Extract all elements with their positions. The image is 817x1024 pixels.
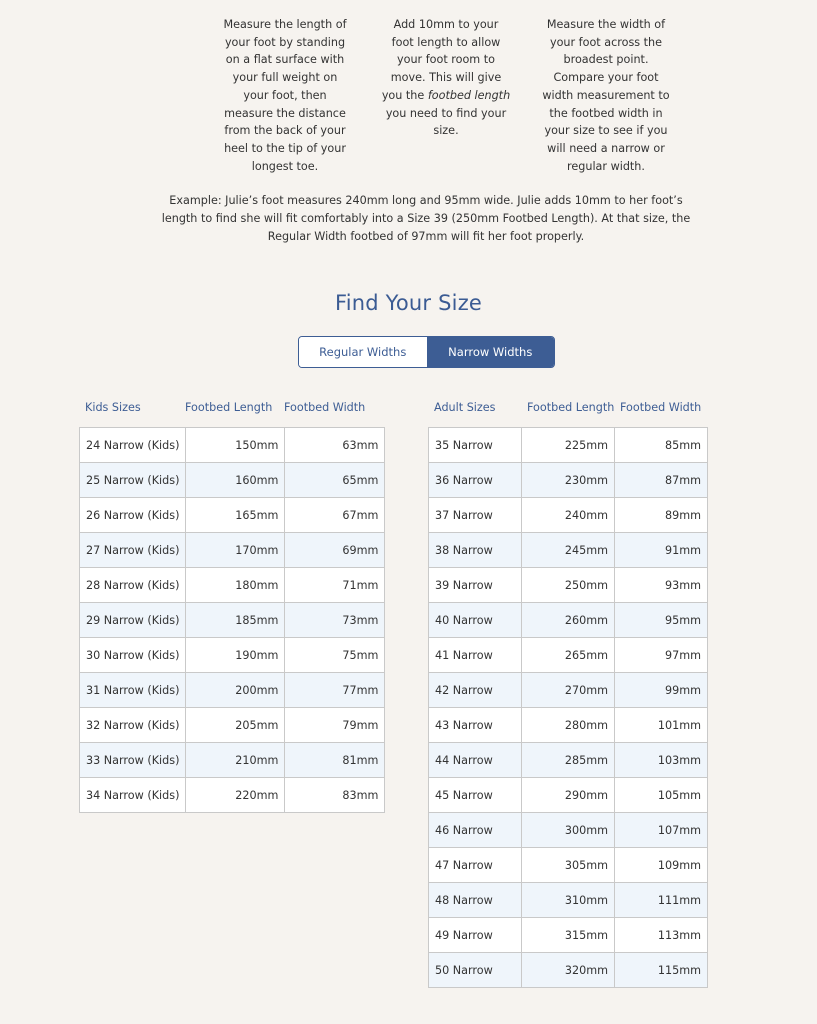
footbed-length-emphasis: footbed length [427,88,511,102]
footbed-width-cell: 95mm [615,603,708,638]
footbed-width-cell: 71mm [285,568,385,603]
footbed-length-cell: 320mm [522,953,615,988]
table-row [429,778,708,813]
table-row [429,918,708,953]
table-row [429,463,708,498]
footbed-width-cell: 67mm [285,498,385,533]
footbed-width-cell: 65mm [285,463,385,498]
footbed-length-cell: 210mm [186,743,285,778]
table-row [429,708,708,743]
footbed-length-cell: 200mm [186,673,285,708]
footbed-width-cell: 105mm [615,778,708,813]
table-row [429,533,708,568]
size-cell: 27 Narrow (Kids) [80,533,186,568]
size-cell: 25 Narrow (Kids) [80,463,186,498]
footbed-length-cell: 220mm [186,778,285,813]
footbed-width-cell: 109mm [615,848,708,883]
footbed-length-cell: 310mm [522,883,615,918]
footbed-width-cell: 113mm [615,918,708,953]
size-cell: 39 Narrow [429,568,522,603]
footbed-width-cell: 91mm [615,533,708,568]
table-row [80,673,385,708]
footbed-width-cell: 73mm [285,603,385,638]
size-cell: 46 Narrow [429,813,522,848]
footbed-length-cell: 185mm [186,603,285,638]
table-row [429,603,708,638]
footbed-width-cell: 107mm [615,813,708,848]
size-cell: 49 Narrow [429,918,522,953]
footbed-width-cell: 103mm [615,743,708,778]
footbed-length-cell: 260mm [522,603,615,638]
footbed-length-cell: 265mm [522,638,615,673]
example-paragraph: Example: Julie’s foot measures 240mm long and 95mm wide. Julie adds 10mm to her foot’s length to find she will fit comfortably into a Size 39 (250mm Footbed Length). At that size, the Regular Width footbed of 97mm will fit her foot properly. [161,194,691,243]
size-cell: 48 Narrow [429,883,522,918]
size-cell: 44 Narrow [429,743,522,778]
adult-footbed-width-header: Footbed Width [620,401,702,414]
table-row [429,953,708,988]
footbed-width-cell: 99mm [615,673,708,708]
narrow-widths-button[interactable]: Narrow Widths [427,337,555,367]
table-row [429,498,708,533]
size-cell: 29 Narrow (Kids) [80,603,186,638]
table-row [80,533,385,568]
table-row [429,638,708,673]
size-cell: 34 Narrow (Kids) [80,778,186,813]
table-row [429,673,708,708]
footbed-width-cell: 97mm [615,638,708,673]
footbed-width-cell: 89mm [615,498,708,533]
size-cell: 45 Narrow [429,778,522,813]
find-your-size-heading: Find Your Size [334,291,483,315]
footbed-width-cell: 79mm [285,708,385,743]
size-cell: 35 Narrow [429,428,522,463]
footbed-length-cell: 180mm [186,568,285,603]
table-row [429,428,708,463]
footbed-length-cell: 315mm [522,918,615,953]
footbed-width-cell: 63mm [285,428,385,463]
width-toggle [298,336,555,368]
footbed-length-cell: 300mm [522,813,615,848]
footbed-width-cell: 69mm [285,533,385,568]
size-cell: 31 Narrow (Kids) [80,673,186,708]
footbed-length-cell: 150mm [186,428,285,463]
footbed-length-cell: 205mm [186,708,285,743]
footbed-length-cell: 250mm [522,568,615,603]
footbed-width-cell: 83mm [285,778,385,813]
kids-sizes-header: Kids Sizes [85,401,141,414]
size-cell: 32 Narrow (Kids) [80,708,186,743]
footbed-length-cell: 190mm [186,638,285,673]
instruction-add-10mm-text-end: you need to find your size. [385,106,507,138]
footbed-length-cell: 170mm [186,533,285,568]
size-cell: 40 Narrow [429,603,522,638]
table-row [429,883,708,918]
adult-size-table [428,427,708,988]
footbed-width-cell: 75mm [285,638,385,673]
table-row [429,813,708,848]
footbed-length-cell: 230mm [522,463,615,498]
kids-size-table [79,427,385,813]
size-cell: 38 Narrow [429,533,522,568]
footbed-length-cell: 305mm [522,848,615,883]
footbed-width-cell: 85mm [615,428,708,463]
footbed-length-cell: 285mm [522,743,615,778]
table-row [80,498,385,533]
size-cell: 36 Narrow [429,463,522,498]
size-cell: 50 Narrow [429,953,522,988]
size-cell: 47 Narrow [429,848,522,883]
size-cell: 41 Narrow [429,638,522,673]
table-row [429,743,708,778]
size-cell: 28 Narrow (Kids) [80,568,186,603]
instruction-measure-length: Measure the length of your foot by standing on a flat surface with your full weight on your foot, then measure the distance from the back of your heel to the tip of your longest toe. [223,18,347,173]
size-cell: 33 Narrow (Kids) [80,743,186,778]
size-cell: 26 Narrow (Kids) [80,498,186,533]
footbed-length-cell: 240mm [522,498,615,533]
footbed-length-cell: 270mm [522,673,615,708]
kids-footbed-length-header: Footbed Length [185,401,273,414]
size-cell: 30 Narrow (Kids) [80,638,186,673]
footbed-length-cell: 280mm [522,708,615,743]
table-row [80,603,385,638]
footbed-width-cell: 77mm [285,673,385,708]
footbed-length-cell: 165mm [186,498,285,533]
footbed-width-cell: 101mm [615,708,708,743]
table-row [80,743,385,778]
table-row [429,568,708,603]
instruction-measure-width: Measure the width of your foot across the broadest point. Compare your foot width measurement to the footbed width in your size to see if you will need a narrow or regular width. [542,18,670,173]
footbed-length-cell: 290mm [522,778,615,813]
instruction-add-10mm-text: Add 10mm to your foot length to allow your foot room to move. This will give you the [381,18,502,102]
footbed-length-cell: 245mm [522,533,615,568]
table-row [80,428,385,463]
table-row [80,463,385,498]
size-cell: 24 Narrow (Kids) [80,428,186,463]
regular-widths-button[interactable]: Regular Widths [299,337,427,367]
footbed-length-cell: 225mm [522,428,615,463]
footbed-width-cell: 87mm [615,463,708,498]
size-cell: 37 Narrow [429,498,522,533]
size-cell: 43 Narrow [429,708,522,743]
table-row [429,848,708,883]
measuring-instructions [0,16,817,176]
footbed-length-cell: 160mm [186,463,285,498]
footbed-width-cell: 115mm [615,953,708,988]
size-cell: 42 Narrow [429,673,522,708]
table-row [80,778,385,813]
instruction-add-10mm [381,16,511,140]
table-row [80,568,385,603]
footbed-width-cell: 81mm [285,743,385,778]
footbed-width-cell: 93mm [615,568,708,603]
adult-sizes-header: Adult Sizes [434,401,496,414]
footbed-width-cell: 111mm [615,883,708,918]
kids-footbed-width-header: Footbed Width [284,401,366,414]
adult-footbed-length-header: Footbed Length [527,401,615,414]
table-row [80,638,385,673]
table-row [80,708,385,743]
